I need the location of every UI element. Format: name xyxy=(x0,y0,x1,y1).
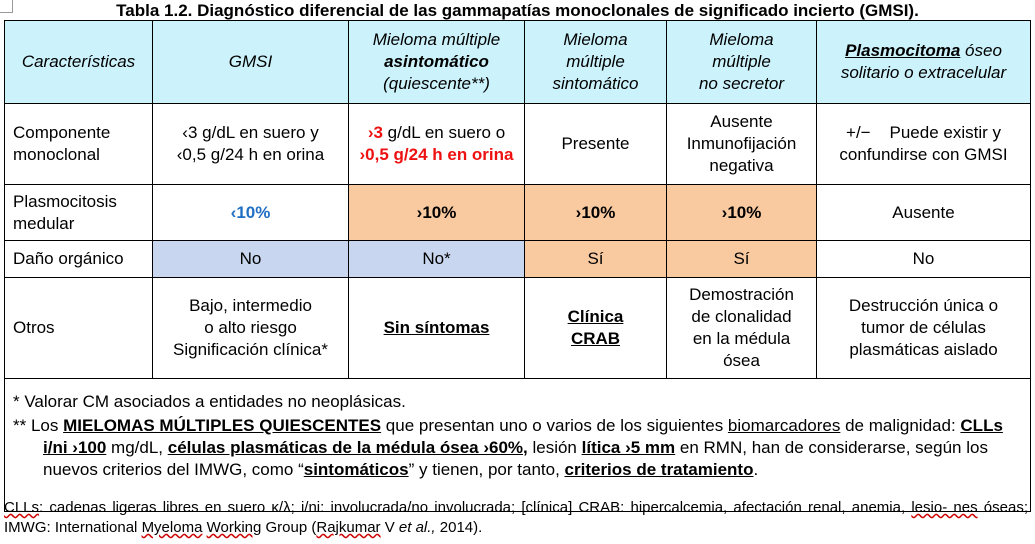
cell-line4: ósea xyxy=(723,351,760,370)
header-mm-ns-line2: múltiple xyxy=(712,52,771,71)
note-1: * Valorar CM asociados a entidades no neoplásicas. xyxy=(13,392,406,411)
header-mm-no-secretor xyxy=(667,21,817,104)
cell-text: g/dL en suero o xyxy=(382,123,506,142)
note-text: ** Los xyxy=(13,416,64,435)
header-mm-asint-line1: Mieloma múltiple xyxy=(372,30,501,49)
header-mm-asint-line3: (quiescente**) xyxy=(383,74,490,93)
label-line2: medular xyxy=(13,213,75,233)
label-line2: monoclonal xyxy=(13,145,100,164)
cell-line2: confundirse con GMSI xyxy=(839,145,1008,164)
header-mm-sintomatico xyxy=(525,21,667,104)
note-bold: CLLs i/ni ›100 xyxy=(43,416,1003,457)
header-plasm-line2: solitario o extracelular xyxy=(840,63,1007,82)
cell-plasmocitosis-gmsi xyxy=(153,185,349,241)
table-title: Tabla 1.2. Diagnóstico diferencial de las gammapatías monoclonales de significado incierto (GMSI). xyxy=(116,1,919,20)
cell-line1: Ausente xyxy=(710,112,773,131)
footnote-italic: et al., xyxy=(398,519,436,536)
cell-line2: tumor de células xyxy=(861,318,986,337)
header-mm-sint-line1: Mieloma xyxy=(563,30,628,49)
cell-plasmocitosis-mma: ›10% xyxy=(349,185,525,241)
row-componente-monoclonal xyxy=(5,104,1031,185)
header-plasmocitoma xyxy=(817,21,1031,104)
header-plasm-oseo: óseo xyxy=(960,41,1002,60)
cell-plasmocitosis-plasm: Ausente xyxy=(817,185,1031,241)
note-underlined: biomarcadores xyxy=(727,416,841,435)
cell-otros-plasm xyxy=(817,278,1031,379)
row-dano-organico xyxy=(5,241,1031,278)
note-bold: lítica ›5 mm xyxy=(581,438,676,457)
header-mm-sint-line3: sintomático xyxy=(552,74,639,93)
cell-line2: o alto riesgo xyxy=(204,318,297,337)
cell-dano-gmsi: No xyxy=(153,241,349,278)
cell-line1: Bajo, intermedio xyxy=(189,296,312,315)
footnote-text: lesio- nes xyxy=(911,499,978,516)
cell-line2: de clonalidad xyxy=(691,307,792,326)
footnote-text: Group ( xyxy=(261,519,317,536)
cell-componente-mma xyxy=(349,104,525,185)
cell-line3: Significación clínica* xyxy=(173,340,328,359)
cell-line1: Clínica xyxy=(567,307,624,326)
cell-otros-mma xyxy=(349,278,525,379)
header-caracteristicas: Características xyxy=(5,21,153,104)
note-bold: células plasmáticas de la médula ósea ›60%, xyxy=(167,438,528,457)
header-mm-asint-line2: asintomático xyxy=(384,52,489,71)
header-mm-sint-line2: múltiple xyxy=(566,52,625,71)
gmsi-differential-table xyxy=(4,20,1031,512)
note-text: ” y tienen, por tanto, xyxy=(408,460,565,479)
note-text: de malignidad: xyxy=(840,416,961,435)
footnote-text: Working xyxy=(206,519,262,536)
note-text: . xyxy=(753,460,759,479)
blue-value: ‹10% xyxy=(230,202,271,222)
cell-line1 xyxy=(353,122,520,144)
note-text: en RMN, han de considerarse, según los nuevos criterios del IMWG, como “ xyxy=(43,438,988,479)
row-otros xyxy=(5,278,1031,379)
note-bold: sintomáticos xyxy=(303,460,409,479)
red-value: ›3 xyxy=(367,123,383,142)
header-mm-ns-line1: Mieloma xyxy=(709,30,774,49)
cell-line2: Inmunofijación xyxy=(686,134,797,153)
cell-otros-mmns xyxy=(667,278,817,379)
footnote-text: CLLs xyxy=(4,499,40,516)
footnote-text: : cadenas ligeras libres en suero κ/λ; i/ni: involucrada/no involucrada; [clínica] CRAB: hipercalcemia, afectación renal, anemia, xyxy=(39,499,912,516)
row-label-otros: Otros xyxy=(5,278,153,379)
footnote-text: Rajkumar xyxy=(316,519,381,536)
cell-dano-mms: Sí xyxy=(525,241,667,278)
cell-line2: CRAB xyxy=(570,329,621,348)
cell-plasmocitosis-mms: ›10% xyxy=(525,185,667,241)
cell-componente-plasm xyxy=(817,104,1031,185)
cell-componente-mmns xyxy=(667,104,817,185)
cell-otros-mms xyxy=(525,278,667,379)
row-label-componente xyxy=(5,104,153,185)
note-bold: criterios de tratamiento xyxy=(564,460,754,479)
cell-line3: negativa xyxy=(709,156,774,175)
label-line1: Plasmocitosis xyxy=(13,191,117,211)
cell-line3: en la médula xyxy=(692,329,791,348)
cell-dano-mmns: Sí xyxy=(667,241,817,278)
footnote-text: óseas; IMWG: International xyxy=(4,499,1028,536)
row-label-dano: Daño orgánico xyxy=(5,241,153,278)
note-2 xyxy=(13,415,1022,481)
notes-row xyxy=(5,379,1031,512)
note-text: mg/dL, xyxy=(106,438,168,457)
note-text: lesión xyxy=(527,438,582,457)
footnote-text: 2014). xyxy=(435,519,483,536)
note-bold: MIELOMAS MÚLTIPLES QUIESCENTES xyxy=(63,416,382,435)
cell-line2: ‹0,5 g/24 h en orina xyxy=(176,145,325,164)
cell-otros-gmsi xyxy=(153,278,349,379)
header-plasm-bold: Plasmocitoma xyxy=(845,41,961,60)
cell-line3: plasmáticas aislado xyxy=(849,340,998,359)
cell-componente-gmsi xyxy=(153,104,349,185)
cell-text: Sin síntomas xyxy=(383,318,490,337)
cell-componente-mms: Presente xyxy=(525,104,667,185)
row-label-plasmocitosis xyxy=(5,185,153,241)
note-text: que presentan uno o varios de los siguientes xyxy=(381,416,728,435)
cell-line1: +/− Puede existir y xyxy=(846,123,1001,142)
footnote-text: V xyxy=(380,519,399,536)
row-plasmocitosis xyxy=(5,185,1031,241)
cell-plasmocitosis-mmns: ›10% xyxy=(667,185,817,241)
cell-dano-plasm: No xyxy=(817,241,1031,278)
header-mm-ns-line3: no secretor xyxy=(698,74,785,93)
header-gmsi: GMSI xyxy=(153,21,349,104)
label-line1: Componente xyxy=(13,123,111,142)
red-value-line2: ›0,5 g/24 h en orina xyxy=(359,145,514,164)
cell-line1: Destrucción única o xyxy=(848,296,999,315)
header-plasm-line1 xyxy=(821,40,1026,62)
notes-cell xyxy=(5,379,1031,512)
cell-line1: Demostración xyxy=(689,285,794,304)
cell-dano-mma: No* xyxy=(349,241,525,278)
header-row xyxy=(5,21,1031,104)
footnote xyxy=(4,498,1028,538)
header-mm-asintomatico xyxy=(349,21,525,104)
footnote-text: Myeloma xyxy=(141,519,203,536)
cell-line1: ‹3 g/dL en suero y xyxy=(182,123,319,142)
